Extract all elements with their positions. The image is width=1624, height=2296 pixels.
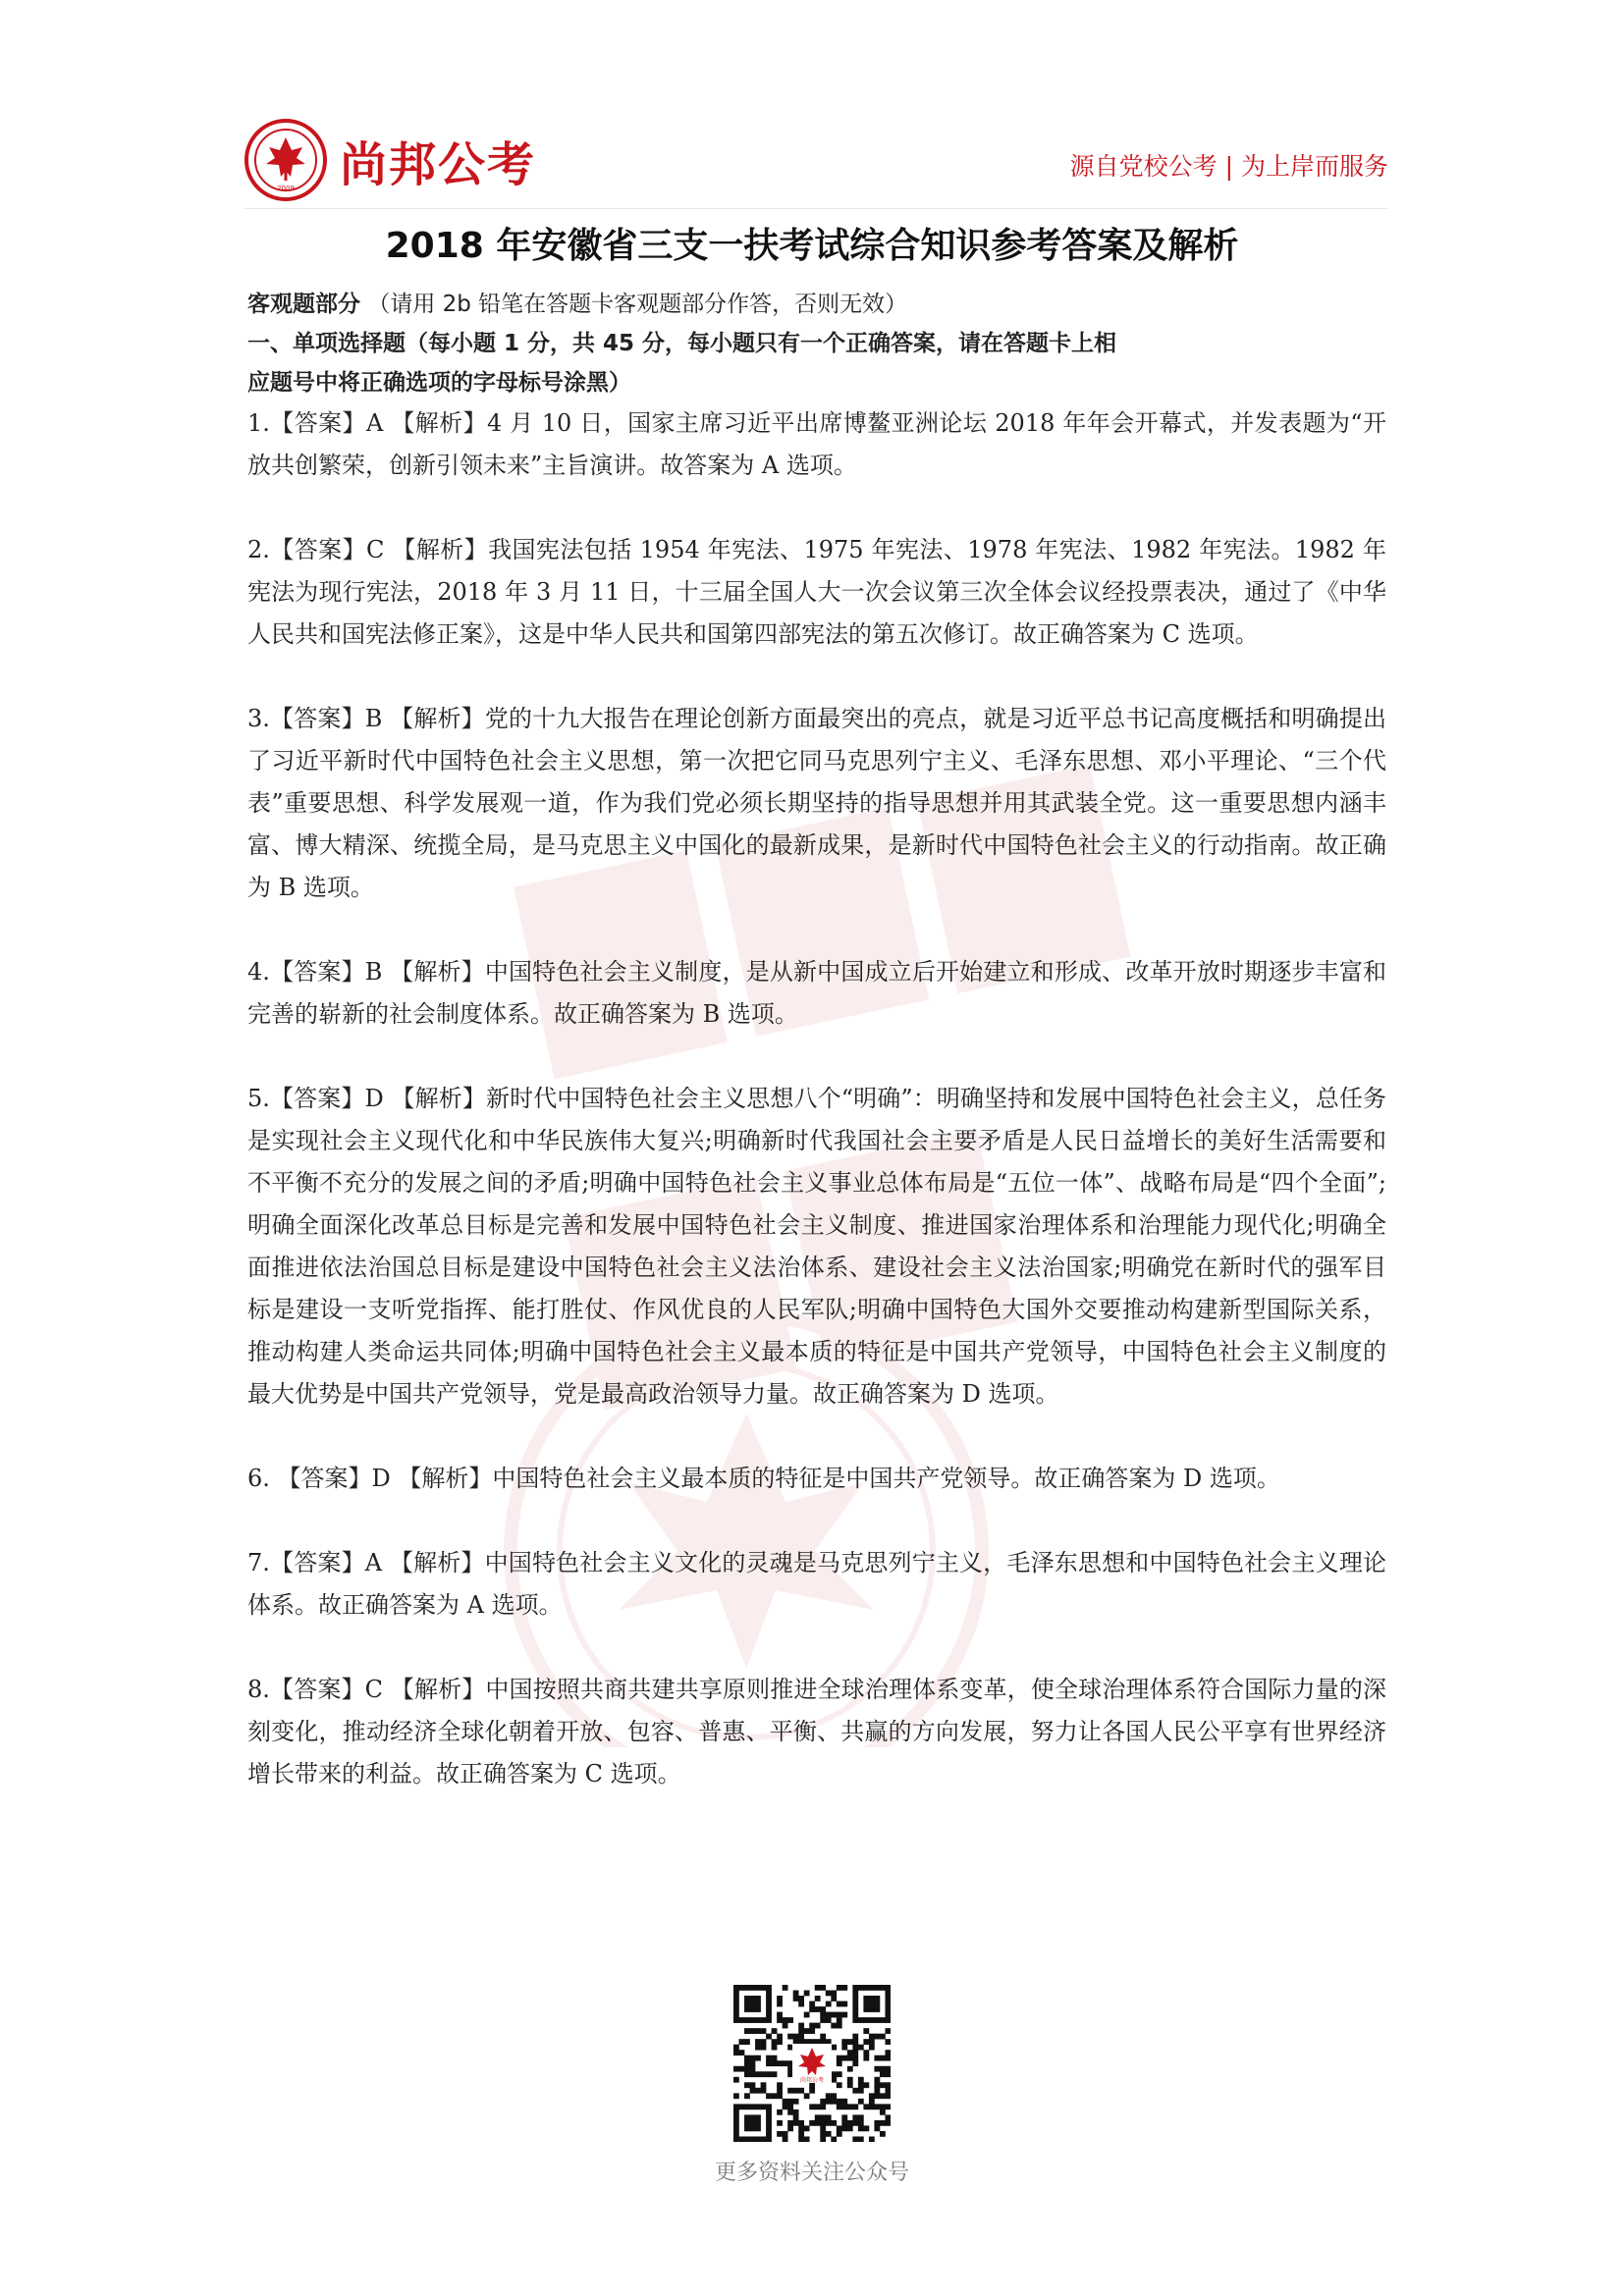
part-title-line2: 应题号中将正确选项的字母标号涂黑） <box>247 370 631 396</box>
question-2 <box>247 529 1386 656</box>
answer-text: 新时代中国特色社会主义思想八个“明确”：明确坚持和发展中国特色社会主义，总任务是实现社会主义现代化和中华民族伟大复兴;明确新时代我国社会主要矛盾是人民日益增长的美好生活需要和不平衡不充分的发展之间的矛盾;明确中国特色社会主义事业总体布局是“五位一体”、战略布局是“四个全面”;明确全面深化改革总目标是完善和发展中国特色社会主义制度、推进国家治理体系和治理能力现代化;明确全面推进依法治国总目标是建设中国特色社会主义法治体系、建设社会主义法治国家;明确党在新时代的强军目标是建设一支听党指挥、能打胜仗、作风优良的人民军队;明确中国特色大国外交要推动构建新型国际关系，推动构建人类命运共同体;明确中国特色社会主义最本质的特征是中国共产党领导，中国特色社会主义制度的最大优势是中国共产党领导，党是最高政治领导力量。故正确答案为 D 选项。 <box>247 1085 1386 1408</box>
answer-text: 中国特色社会主义最本质的特征是中国共产党领导。故正确答案为 D 选项。 <box>492 1465 1280 1492</box>
section-heading-row <box>247 285 1386 324</box>
logo-text: 尚邦公考 <box>340 136 537 192</box>
brand-logo <box>244 118 536 202</box>
answer-text: 中国特色社会主义文化的灵魂是马克思列宁主义，毛泽东思想和中国特色社会主义理论体系。故正确答案为 A 选项。 <box>247 1549 1386 1619</box>
answer-head: 4.【答案】B 【解析】 <box>247 958 485 986</box>
answer-text: 中国按照共商共建共享原则推进全球治理体系变革，使全球治理体系符合国际力量的深刻变化，推动经济全球化朝着开放、包容、普惠、平衡、共赢的方向发展，努力让各国人民公平享有世界经济增长带来的利益。故正确答案为 C 选项。 <box>247 1676 1387 1788</box>
maple-leaf-seal-icon <box>244 118 328 202</box>
question-7 <box>247 1542 1386 1627</box>
answer-head: 8.【答案】C 【解析】 <box>247 1676 486 1703</box>
question-3 <box>247 698 1386 909</box>
part-title-line1: 一、单项选择题（每小题 1 分，共 45 分，每小题只有一个正确答案，请在答题卡上相 <box>247 331 1117 356</box>
answer-head: 1.【答案】A 【解析】 <box>247 409 487 437</box>
answer-head: 6. 【答案】D 【解析】 <box>247 1465 493 1492</box>
qr-caption: 更多资料关注公众号 <box>714 2161 909 2185</box>
document-body <box>247 285 1386 1838</box>
answer-text: 我国宪法包括 1954 年宪法、1975 年宪法、1978 年宪法、1982 年宪法。1982 年宪法为现行宪法，2018 年 3 月 11 日，十三届全国人大一次会议第三次全体会议经投票表决，通过了《中华人民共和国宪法修正案》，这是中华人民共和国第四部宪法的第五次修订。故正确答案为 C 选项。 <box>247 536 1386 648</box>
section-note: （请用 2b 铅笔在答题卡客观题部分作答，否则无效） <box>367 292 908 317</box>
question-6 <box>247 1458 1386 1500</box>
answer-head: 2.【答案】C 【解析】 <box>247 536 489 563</box>
question-5 <box>247 1078 1386 1415</box>
answer-head: 3.【答案】B 【解析】 <box>247 705 485 732</box>
question-1 <box>247 402 1386 487</box>
seal-year: 2009 <box>277 185 295 192</box>
answer-text: 4 月 10 日，国家主席习近平出席博鳌亚洲论坛 2018 年年会开幕式，并发表题为“开放共创繁荣，创新引领未来”主旨演讲。故答案为 A 选项。 <box>247 409 1386 479</box>
qr-code[interactable] <box>733 1985 891 2142</box>
answer-head: 5.【答案】D 【解析】 <box>247 1085 486 1112</box>
header-divider <box>244 208 1388 209</box>
question-8 <box>247 1669 1386 1795</box>
answer-head: 7.【答案】A 【解析】 <box>247 1549 485 1576</box>
question-4 <box>247 951 1386 1036</box>
answer-text: 党的十九大报告在理论创新方面最突出的亮点，就是习近平总书记高度概括和明确提出了习近平新时代中国特色社会主义思想，第一次把它同马克思列宁主义、毛泽东思想、邓小平理论、“三个代表”重要思想、科学发展观一道，作为我们党必须长期坚持的指导思想并用其武装全党。这一重要思想内涵丰富、博大精深、统揽全局，是马克思主义中国化的最新成果，是新时代中国特色社会主义的行动指南。故正确为 B 选项。 <box>247 705 1387 901</box>
section-heading: 客观题部分 <box>247 292 360 317</box>
answer-text: 中国特色社会主义制度，是从新中国成立后开始建立和形成、改革开放时期逐步丰富和完善的崭新的社会制度体系。故正确答案为 B 选项。 <box>247 958 1387 1028</box>
qr-logo-text: 尚邦公考 <box>799 2077 825 2084</box>
header-slogan: 源自党校公考 | 为上岸而服务 <box>1069 152 1388 181</box>
document-title: 2018 年安徽省三支一扶考试综合知识参考答案及解析 <box>385 226 1239 266</box>
qr-code-icon <box>733 1985 891 2142</box>
